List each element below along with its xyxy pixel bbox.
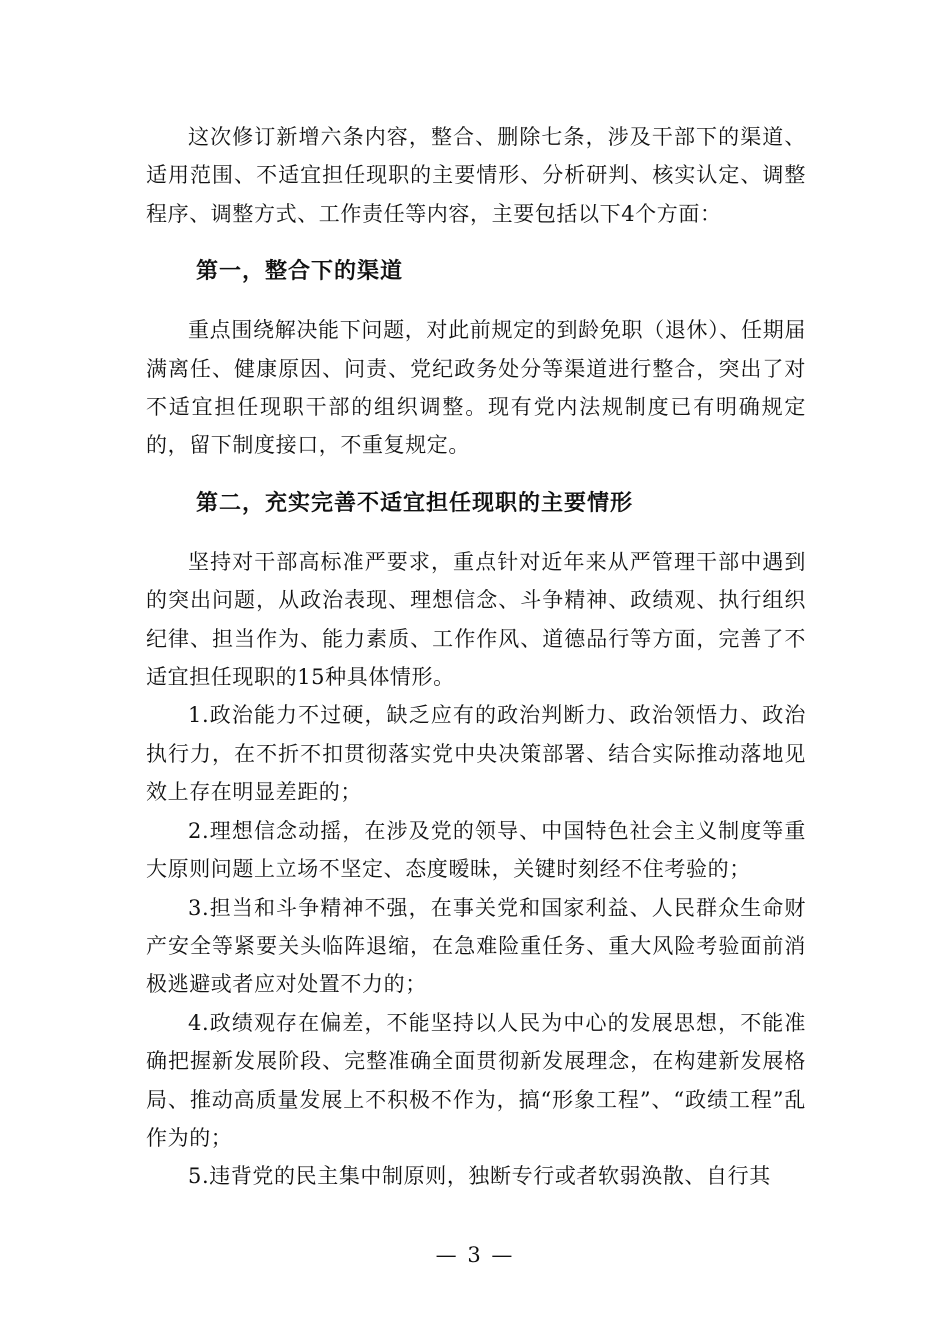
spacer	[146, 291, 806, 311]
spacer	[146, 523, 806, 543]
section-body-1: 重点围绕解决能下问题，对此前规定的到龄免职（退休）、任期届满离任、健康原因、问责、党纪政务处分等渠道进行整合，突出了对不适宜担任现职干部的组织调整。现有党内法规制度已有明确规定的，留下制度接口，不重复规定。	[146, 318, 806, 458]
section-heading-1: 第一，整合下的渠道	[196, 259, 404, 285]
spacer	[146, 465, 806, 485]
section-heading-2: 第二，充实完善不适宜担任现职的主要情形	[196, 490, 634, 516]
list-item: 2.理想信念动摇，在涉及党的领导、中国特色社会主义制度等重大原则问题上立场不坚定、态度暧昧，关键时刻经不住考验的；	[146, 818, 806, 882]
list-item: 1.政治能力不过硬，缺乏应有的政治判断力、政治领悟力、政治执行力，在不折不扣贯彻落实党中央决策部署、结合实际推动落地见效上存在明显差距的；	[146, 703, 806, 805]
document-page	[146, 118, 806, 1196]
spacer	[146, 233, 806, 253]
list-item: 5.违背党的民主集中制原则，独断专行或者软弱涣散、自行其	[188, 1164, 771, 1189]
intro-paragraph: 这次修订新增六条内容，整合、删除七条，涉及干部下的渠道、适用范围、不适宜担任现职的主要情形、分析研判、核实认定、调整程序、调整方式、工作责任等内容，主要包括以下4个方面：	[146, 125, 806, 226]
section-body-2: 坚持对干部高标准严要求，重点针对近年来从严管理干部中遇到的突出问题，从政治表现、理想信念、斗争精神、政绩观、执行组织纪律、担当作为、能力素质、工作作风、道德品行等方面，完善了不适宜担任现职的15种具体情形。	[146, 549, 806, 690]
page-number: — 3 —	[435, 1243, 515, 1267]
list-item: 4.政绩观存在偏差，不能坚持以人民为中心的发展思想，不能准确把握新发展阶段、完整准确全面贯彻新发展理念，在构建新发展格局、推动高质量发展上不积极不作为，搞“形象工程”、“政绩工程”乱作为的；	[146, 1010, 806, 1150]
list-item: 3.担当和斗争精神不强，在事关党和国家利益、人民群众生命财产安全等紧要关头临阵退缩，在急难险重任务、重大风险考验面前消极逃避或者应对处置不力的；	[146, 895, 806, 997]
